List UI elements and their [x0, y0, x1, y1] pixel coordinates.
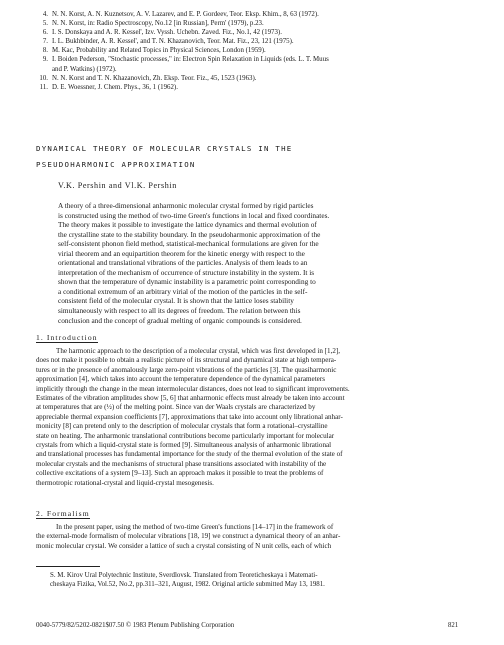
reference-text-continued: and P. Watkins) (1972). [52, 65, 117, 73]
reference-text: M. Kac, Probability and Related Topics in Physical Sciences, London (1959). [52, 47, 266, 55]
body-line: thermotropic rotational-crystal and liquid-crystal mesogenesis. [36, 478, 214, 487]
body-line: approximation [4], which takes into account the temperature dependence of the dynamical parameters [36, 375, 325, 384]
body-line: Estimates of the vibration amplitudes show [5, 6] that anharmonic effects must already be taken into account [36, 394, 345, 403]
reference-item: 11. D. E. Woessner, J. Chem. Phys., 36, 1 (1962). [36, 83, 476, 92]
section-heading-formalism [36, 509, 90, 518]
section-heading-introduction [36, 333, 98, 342]
reference-item: 5. N. N. Korst, in: Radio Spectroscopy, No.12 [in Russian], Perm' (1979), p.23. [36, 19, 476, 28]
reference-item: 6. I. S. Donskaya and A. R. Kessel', Izv. Vyssh. Uchebn. Zaved. Fiz., No.1, 42 (1973). [36, 28, 476, 37]
formalism-text [36, 523, 476, 551]
body-line: the external-mode formalism of molecular vibrations [18, 19] we construct a dynamical theory of an anhar- [36, 532, 341, 541]
reference-text: N. N. Korst, A. N. Kuznetsov, A. V. Lazarev, and E. P. Gordeev, Teor. Eksp. Khim., 8, 63 (1972). [52, 11, 319, 18]
abstract-line: The theory makes it possible to investigate the lattice dynamics and thermal evolution of [58, 220, 317, 230]
reference-text: D. E. Woessner, J. Chem. Phys., 36, 1 (1962). [52, 83, 178, 91]
abstract-line: a conditional extremum of an arbitrary virial of the motion of the particles in the self- [58, 286, 308, 296]
abstract-line: conclusion and the concept of gradual melting of organic compounds is considered. [58, 315, 302, 325]
abstract-line: simultaneously with respect to all its degrees of freedom. The relation between this [58, 306, 301, 316]
body-line: and translational processes has fundamental importance for the study of the thermal evolution of the state of [36, 450, 343, 459]
title-line: DYNAMICAL THEORY OF MOLECULAR CRYSTALS IN THE [36, 144, 293, 153]
abstract-line: consistent field of the molecular crystal. It is shown that the lattice loses stability [58, 296, 294, 306]
article-title [36, 141, 292, 173]
author-line: V.K. Pershin and Vl.K. Pershin [58, 181, 177, 190]
body-line: The harmonic approach to the description of a molecular crystal, which was first developed in [1,2], [56, 347, 341, 355]
body-line: monic molecular crystal. We consider a lattice of such a crystal consisting of N unit cells, each of which [36, 541, 332, 550]
body-line: monicity [8] can pretend only to the description of molecular crystals that form a rotational–crystalline [36, 422, 328, 431]
footnote-rule [36, 566, 100, 567]
reference-text: I. Boiden Pederson, "Stochastic processes," in: Electron Spin Relaxation in Liquids (eds. L. T. Muus [52, 56, 329, 64]
footnote-line: S. M. Kirov Ural Polytechnic Institute, Sverdlovsk. Translated from Teoreticheskaya i Matemati- [50, 572, 318, 579]
body-line: molecular crystals and the mechanisms of structural phase transitions associated with instability of the [36, 459, 327, 468]
body-line: crystals from which a liquid-crystal state is formed [9]. Simultaneous analysis of anharmonic librational [36, 441, 332, 450]
reference-text: I. S. Donskaya and A. R. Kessel', Izv. Vyssh. Uchebn. Zaved. Fiz., No.1, 42 (1973). [52, 29, 282, 37]
section-heading-text: 1. Introduction [36, 333, 98, 342]
body-line: does not make it possible to obtain a realistic picture of its structural and dynamical state at high tempera- [36, 356, 337, 365]
reference-item: 8. M. Kac, Probability and Related Topics in Physical Sciences, London (1959). [36, 46, 476, 55]
body-line: state on heating. The anharmonic translational contributions become particularly important for molecular [36, 431, 335, 440]
body-line: collective excitations of a system [9–13]. Such an approach makes it possible to treat the problems of [36, 469, 324, 478]
copyright-line: 0040-5779/82/5202-0821$07.50 © 1983 Plenum Publishing Corporation [36, 622, 235, 629]
body-line: at temperatures that are (½) of the melting point. Since van der Waals crystals are characterized by [36, 403, 316, 412]
page-number: 821 [448, 622, 459, 629]
abstract-line: shown that the temperature of dynamic instability is a parametric point corresponding to [58, 277, 316, 287]
body-line: implicitly through the change in the mean intermolecular distances, does not lead to significant improvements. [36, 384, 350, 393]
abstract [58, 201, 478, 325]
reference-item: 9. I. Boiden Pederson, "Stochastic processes," in: Electron Spin Relaxation in Liquids (eds. L. T. Muus and P. Watkins) (1972). [36, 55, 476, 73]
heading-underline [36, 342, 98, 343]
reference-text: N. N. Korst and T. N. Khazanovich, Zh. Eksp. Teor. Fiz., 45, 1523 (1963). [52, 74, 257, 82]
abstract-line: interpretation of the mechanism of occurrence of structure instability in the system. It is [58, 267, 315, 277]
introduction-text [36, 347, 476, 488]
reference-text: N. N. Korst, in: Radio Spectroscopy, No.12 [in Russian], Perm' (1979), p.23. [52, 20, 264, 28]
footnote [50, 571, 490, 589]
footnote-line: cheskaya Fizika, Vol.52, No.2, pp.311–321, August, 1982. Original article submitted May 13, 1981. [50, 581, 325, 588]
abstract-line: virial theorem and an equipartition theorem for the kinetic energy with respect to the [58, 248, 305, 258]
body-line: appreciable thermal expansion coefficients [7], approximations that take into account only librational anhar- [36, 412, 343, 421]
reference-item: 7. I. L. Bukhbinder, A. R. Kessel', and T. N. Khazanovich, Teor. Mat. Fiz., 23, 121 (1975). [36, 37, 476, 46]
section-heading-text: 2. Formalism [36, 509, 90, 518]
abstract-line: self-consistent phonon field method, statistical-mechanical formulations are given for the [58, 239, 319, 249]
abstract-line: is constructed using the method of two-time Green's functions in local and fixed coordinates. [58, 210, 330, 220]
body-line: tures or in the presence of anomalously large zero-point vibrations of the particles [3]. The quasiharmonic [36, 365, 337, 374]
body-line: In the present paper, using the method of two-time Green's functions [14–17] in the framework of [56, 523, 334, 531]
title-line: PSEUDOHARMONIC APPROXIMATION [36, 160, 196, 169]
abstract-line: the crystalline state to the stability boundary. In the pseudoharmonic approximation of the [58, 229, 321, 239]
reference-item: 10. N. N. Korst and T. N. Khazanovich, Zh. Eksp. Teor. Fiz., 45, 1523 (1963). [36, 74, 476, 83]
reference-item: 4. N. N. Korst, A. N. Kuznetsov, A. V. Lazarev, and E. P. Gordeev, Teor. Eksp. Khim., 8, 63 (1972). [36, 10, 476, 19]
abstract-line: A theory of a three-dimensional anharmonic molecular crystal formed by rigid particles [58, 201, 314, 210]
abstract-line: orientational and translational vibrations of the particles. Analysis of them leads to an [58, 258, 308, 268]
reference-text: I. L. Bukhbinder, A. R. Kessel', and T. N. Khazanovich, Teor. Mat. Fiz., 23, 121 (1975). [52, 38, 294, 46]
heading-underline [36, 518, 90, 519]
reference-list [36, 10, 476, 92]
